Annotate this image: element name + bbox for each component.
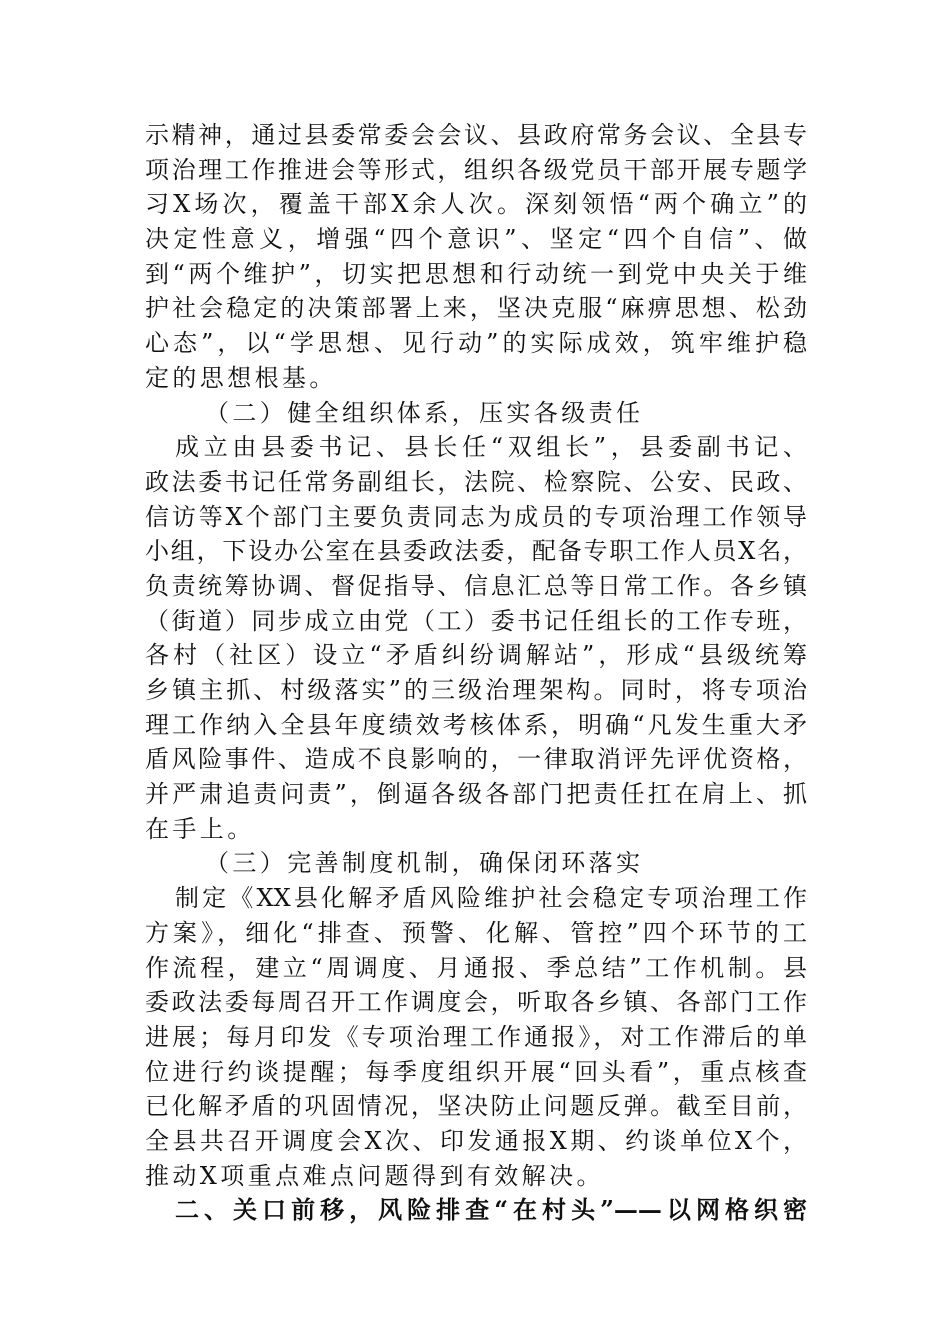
- text-line: 作流程，建立“周调度、月通报、季总结”工作机制。县: [145, 953, 807, 982]
- text-line: 全县共召开调度会X次、印发通报X期、约谈单位X个，: [145, 1126, 807, 1155]
- text-line: 方案》，细化“排查、预警、化解、管控”四个环节的工: [145, 918, 807, 947]
- section-heading: [145, 1193, 807, 1228]
- text-line: 推动X项重点难点问题得到有效解决。: [145, 1161, 604, 1190]
- text-line: 进展；每月印发《专项治理工作通报》，对工作滞后的单: [145, 1022, 807, 1051]
- document-page: [145, 118, 807, 1228]
- text-line: 盾风险事件、造成不良影响的，一律取消评先评优资格，: [145, 745, 807, 774]
- text-line: （街道）同步成立由党（工）委书记任组长的工作专班，: [145, 606, 807, 635]
- text-line: 理工作纳入全县年度绩效考核体系，明确“凡发生重大矛: [145, 710, 807, 739]
- text-line: 心态”，以“学思想、见行动”的实际成效，筑牢维护稳: [145, 329, 807, 358]
- section-heading: [145, 846, 807, 881]
- text-line: 示精神，通过县委常委会会议、县政府常务会议、全县专: [145, 121, 807, 149]
- heading-text: 二、关口前移，风险排查“在村头”——以网格织密: [175, 1195, 807, 1225]
- text-line: 政法委书记任常务副组长，法院、检察院、公安、民政、: [145, 467, 807, 496]
- section-heading: [145, 396, 807, 431]
- text-line: 护社会稳定的决策部署上来，坚决克服“麻痹思想、松劲: [145, 294, 807, 323]
- text-line: 定的思想根基。: [145, 363, 337, 392]
- text-line: 并严肃追责问责”，倒逼各级各部门把责任扛在肩上、抓: [145, 780, 807, 809]
- text-line: 位进行约谈提醒；每季度组织开展“回头看”，重点核查: [145, 1057, 807, 1086]
- body-paragraph: [145, 430, 807, 846]
- text-line: 在手上。: [145, 814, 255, 843]
- text-line: 委政法委每周召开工作调度会，听取各乡镇、各部门工作: [145, 988, 807, 1017]
- text-line: 制定《XX县化解矛盾风险维护社会稳定专项治理工作: [175, 884, 807, 913]
- text-line: 已化解矛盾的巩固情况，坚决防止问题反弹。截至目前，: [145, 1092, 807, 1121]
- text-line: 各村（社区）设立“矛盾纠纷调解站”，形成“县级统筹: [145, 641, 807, 670]
- text-line: 习X场次，覆盖干部X余人次。深刻领悟“两个确立”的: [145, 190, 807, 219]
- text-line: 到“两个维护”，切实把思想和行动统一到党中央关于维: [145, 259, 807, 288]
- body-paragraph: [145, 118, 807, 396]
- text-line: 成立由县委书记、县长任“双组长”，县委副书记、: [175, 433, 807, 462]
- text-line: 负责统筹协调、督促指导、信息汇总等日常工作。各乡镇: [145, 571, 807, 600]
- text-line: 信访等X个部门主要负责同志为成员的专项治理工作领导: [145, 502, 807, 531]
- heading-text: （二）健全组织体系，压实各级责任: [205, 398, 644, 427]
- body-paragraph: [145, 881, 807, 1193]
- text-line: 项治理工作推进会等形式，组织各级党员干部开展专题学: [145, 155, 807, 184]
- text-line: 乡镇主抓、村级落实”的三级治理架构。同时，将专项治: [145, 676, 807, 704]
- text-line: 小组，下设办公室在县委政法委，配备专职工作人员X名，: [145, 537, 807, 566]
- heading-text: （三）完善制度机制，确保闭环落实: [205, 849, 644, 878]
- text-line: 决定性意义，增强“四个意识”、坚定“四个自信”、做: [145, 225, 807, 254]
